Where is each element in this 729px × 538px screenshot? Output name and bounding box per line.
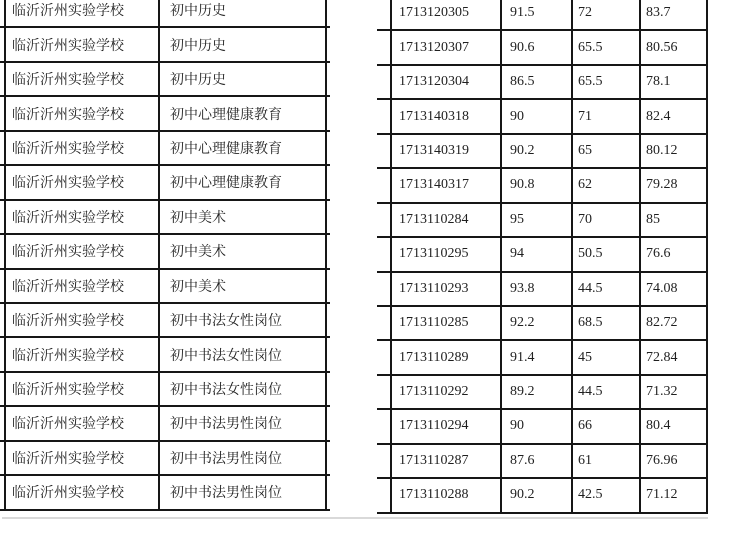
school-cell: 临沂沂州实验学校 xyxy=(12,348,124,364)
school-cell: 临沂沂州实验学校 xyxy=(12,417,124,433)
total-score-cell: 80.12 xyxy=(646,142,678,158)
candidate-id-cell: 1713120304 xyxy=(399,74,469,90)
interview-score-cell: 66 xyxy=(578,418,592,434)
candidate-id-cell: 1713110288 xyxy=(399,487,469,503)
written-score-cell: 87.6 xyxy=(510,452,535,468)
table-row xyxy=(377,238,708,272)
school-cell: 临沂沂州实验学校 xyxy=(12,107,124,123)
school-cell: 临沂沂州实验学校 xyxy=(12,314,124,330)
total-score-cell: 76.96 xyxy=(646,452,678,468)
written-score-cell: 92.2 xyxy=(510,315,535,331)
table-row xyxy=(377,204,708,238)
interview-score-cell: 42.5 xyxy=(578,487,603,503)
interview-score-cell: 65 xyxy=(578,142,592,158)
position-cell: 初中心理健康教育 xyxy=(170,107,282,123)
written-score-cell: 90 xyxy=(510,418,524,434)
table-row xyxy=(0,0,330,28)
total-score-cell: 82.4 xyxy=(646,108,671,124)
position-cell: 初中心理健康教育 xyxy=(170,176,282,192)
table-row xyxy=(377,376,708,410)
total-score-cell: 71.12 xyxy=(646,487,678,503)
written-interview-divider xyxy=(571,0,573,514)
written-score-cell: 93.8 xyxy=(510,280,535,296)
school-position-table xyxy=(0,0,330,511)
scores-table xyxy=(377,0,708,514)
written-score-cell: 91.5 xyxy=(510,5,535,21)
position-cell: 初中美术 xyxy=(170,245,226,261)
total-score-cell: 80.4 xyxy=(646,418,671,434)
id-written-divider xyxy=(500,0,502,514)
school-cell: 临沂沂州实验学校 xyxy=(12,279,124,295)
school-cell: 临沂沂州实验学校 xyxy=(12,451,124,467)
position-cell: 初中历史 xyxy=(170,73,226,89)
total-score-cell: 83.7 xyxy=(646,5,671,21)
school-cell: 临沂沂州实验学校 xyxy=(12,176,124,192)
position-cell: 初中书法女性岗位 xyxy=(170,383,282,399)
candidate-id-cell: 1713120307 xyxy=(399,39,469,55)
table-row xyxy=(377,410,708,444)
interview-score-cell: 71 xyxy=(578,108,592,124)
candidate-id-cell: 1713110285 xyxy=(399,315,469,331)
written-score-cell: 90.2 xyxy=(510,142,535,158)
written-score-cell: 94 xyxy=(510,246,524,262)
school-cell: 临沂沂州实验学校 xyxy=(12,210,124,226)
school-cell: 临沂沂州实验学校 xyxy=(12,141,124,157)
total-score-cell: 79.28 xyxy=(646,177,678,193)
interview-score-cell: 45 xyxy=(578,349,592,365)
school-cell: 临沂沂州实验学校 xyxy=(12,486,124,502)
total-score-cell: 80.56 xyxy=(646,39,678,55)
total-score-cell: 82.72 xyxy=(646,315,678,331)
candidate-id-cell: 1713110293 xyxy=(399,280,469,296)
school-cell: 临沂沂州实验学校 xyxy=(12,4,124,20)
interview-score-cell: 44.5 xyxy=(578,280,603,296)
table-row xyxy=(0,97,330,131)
table-row xyxy=(0,201,330,235)
school-cell: 临沂沂州实验学校 xyxy=(12,73,124,89)
table-row xyxy=(0,442,330,476)
table-row xyxy=(377,169,708,203)
table-row xyxy=(0,132,330,166)
interview-score-cell: 72 xyxy=(578,5,592,21)
table-row xyxy=(0,235,330,269)
candidate-id-cell: 1713110287 xyxy=(399,452,469,468)
total-score-cell: 85 xyxy=(646,211,660,227)
table-row xyxy=(0,63,330,97)
candidate-id-cell: 1713110294 xyxy=(399,418,469,434)
candidate-id-cell: 1713110284 xyxy=(399,211,469,227)
position-cell: 初中历史 xyxy=(170,4,226,20)
table-row xyxy=(0,373,330,407)
candidate-id-cell: 1713140317 xyxy=(399,177,469,193)
interview-score-cell: 70 xyxy=(578,211,592,227)
table-row xyxy=(0,28,330,62)
position-cell: 初中书法男性岗位 xyxy=(170,417,282,433)
interview-score-cell: 65.5 xyxy=(578,39,603,55)
position-cell: 初中书法男性岗位 xyxy=(170,486,282,502)
position-cell: 初中历史 xyxy=(170,38,226,54)
table-row xyxy=(377,31,708,65)
interview-score-cell: 50.5 xyxy=(578,246,603,262)
table-row xyxy=(377,307,708,341)
interview-score-cell: 61 xyxy=(578,452,592,468)
table-row xyxy=(377,135,708,169)
table-row xyxy=(0,407,330,441)
table-row xyxy=(0,166,330,200)
table-row xyxy=(377,479,708,513)
candidate-id-cell: 1713140319 xyxy=(399,142,469,158)
table-row xyxy=(377,341,708,375)
table-row xyxy=(377,273,708,307)
written-score-cell: 91.4 xyxy=(510,349,535,365)
written-score-cell: 90.6 xyxy=(510,39,535,55)
position-cell: 初中书法女性岗位 xyxy=(170,348,282,364)
position-cell: 初中美术 xyxy=(170,210,226,226)
total-score-cell: 76.6 xyxy=(646,246,671,262)
interview-score-cell: 68.5 xyxy=(578,315,603,331)
school-cell: 临沂沂州实验学校 xyxy=(12,245,124,261)
right-table-left-border xyxy=(390,0,392,514)
total-score-cell: 71.32 xyxy=(646,384,678,400)
table-row xyxy=(377,100,708,134)
written-score-cell: 90 xyxy=(510,108,524,124)
written-score-cell: 86.5 xyxy=(510,74,535,90)
position-cell: 初中心理健康教育 xyxy=(170,141,282,157)
left-table-left-border xyxy=(4,0,6,511)
position-cell: 初中书法女性岗位 xyxy=(170,314,282,330)
candidate-id-cell: 1713140318 xyxy=(399,108,469,124)
candidate-id-cell: 1713110289 xyxy=(399,349,469,365)
candidate-id-cell: 1713110292 xyxy=(399,384,469,400)
interview-total-divider xyxy=(639,0,641,514)
scan-ghost-line xyxy=(2,517,708,519)
written-score-cell: 89.2 xyxy=(510,384,535,400)
table-row xyxy=(0,476,330,510)
candidate-id-cell: 1713120305 xyxy=(399,5,469,21)
school-position-divider xyxy=(158,0,160,511)
interview-score-cell: 62 xyxy=(578,177,592,193)
total-score-cell: 74.08 xyxy=(646,280,678,296)
interview-score-cell: 44.5 xyxy=(578,384,603,400)
candidate-id-cell: 1713110295 xyxy=(399,246,469,262)
total-score-cell: 72.84 xyxy=(646,349,678,365)
table-row xyxy=(0,270,330,304)
table-row xyxy=(377,445,708,479)
position-cell: 初中美术 xyxy=(170,279,226,295)
right-table-right-border xyxy=(706,0,708,514)
written-score-cell: 90.8 xyxy=(510,177,535,193)
written-score-cell: 90.2 xyxy=(510,487,535,503)
total-score-cell: 78.1 xyxy=(646,74,671,90)
table-row xyxy=(377,66,708,100)
written-score-cell: 95 xyxy=(510,211,524,227)
school-cell: 临沂沂州实验学校 xyxy=(12,38,124,54)
position-cell: 初中书法男性岗位 xyxy=(170,451,282,467)
table-row xyxy=(0,338,330,372)
table-row xyxy=(0,304,330,338)
table-row xyxy=(377,0,708,31)
school-cell: 临沂沂州实验学校 xyxy=(12,383,124,399)
interview-score-cell: 65.5 xyxy=(578,74,603,90)
left-table-right-border xyxy=(325,0,327,511)
